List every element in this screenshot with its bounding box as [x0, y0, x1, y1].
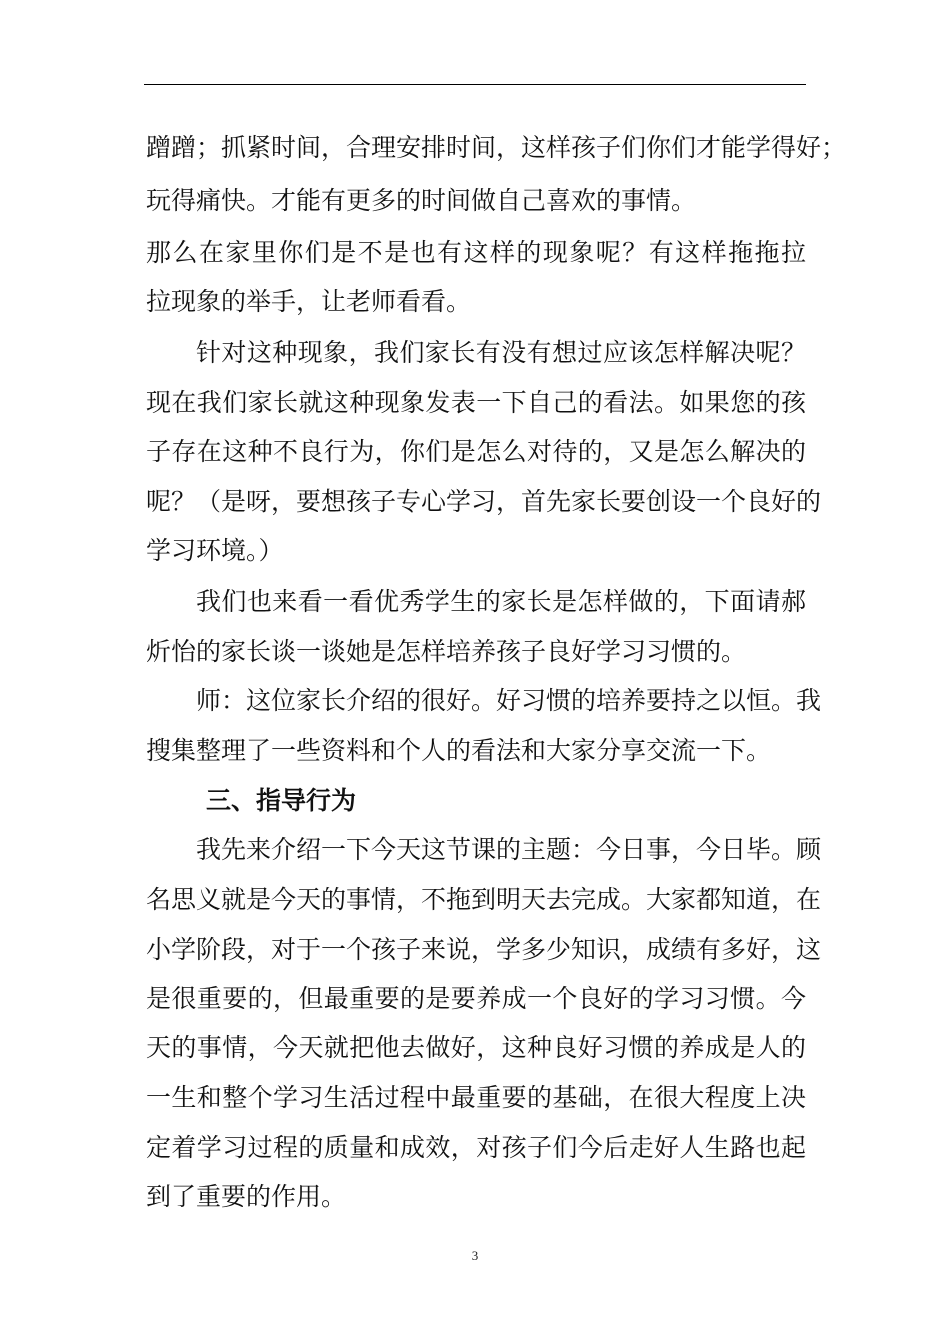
text-line: 现在我们家长就这种现象发表一下自己的看法。如果您的孩: [146, 388, 806, 417]
section-heading: 三、指导行为: [206, 786, 357, 815]
text-line: 呢？（是呀，要想孩子专心学习，首先家长要创设一个良好的: [146, 487, 822, 516]
text-line: 一生和整个学习生活过程中最重要的基础，在很大程度上决: [146, 1083, 806, 1112]
text-line: 天的事情，今天就把他去做好，这种良好习惯的养成是人的: [146, 1033, 806, 1062]
text-line: 我先来介绍一下今天这节课的主题：今日事，今日毕。顾: [196, 835, 822, 864]
text-line: 炘怡的家长谈一谈她是怎样培养孩子良好学习习惯的。: [146, 637, 747, 666]
text-line: 搜集整理了一些资料和个人的看法和大家分享交流一下。: [146, 736, 772, 765]
header-rule: [144, 84, 806, 85]
text-line: 子存在这种不良行为，你们是怎么对待的，又是怎么解决的: [146, 437, 806, 466]
text-line: 蹭蹭；抓紧时间，合理安排时间，这样孩子们你们才能学得好；: [146, 133, 847, 162]
text-line: 玩得痛快。才能有更多的时间做自己喜欢的事情。: [146, 186, 697, 215]
text-line: 定着学习过程的质量和成效，对孩子们今后走好人生路也起: [146, 1133, 806, 1162]
text-line: 是很重要的，但最重要的是要养成一个良好的学习习惯。今: [146, 984, 806, 1013]
text-line: 小学阶段，对于一个孩子来说，学多少知识，成绩有多好，这: [146, 935, 822, 964]
text-line: 名思义就是今天的事情，不拖到明天去完成。大家都知道，在: [146, 885, 822, 914]
text-line: 师：这位家长介绍的很好。好习惯的培养要持之以恒。我: [196, 686, 822, 715]
text-line: 拉现象的举手，让老师看看。: [146, 287, 472, 316]
text-line: 学习环境。）: [146, 536, 284, 565]
page-number: 3: [471, 1248, 479, 1263]
text-line: 针对这种现象，我们家长有没有想过应该怎样解决呢？: [196, 338, 806, 367]
text-line: 那么在家里你们是不是也有这样的现象呢？有这样拖拖拉: [146, 238, 806, 267]
text-line: 到了重要的作用。: [146, 1182, 347, 1211]
text-line: 我们也来看一看优秀学生的家长是怎样做的，下面请郝: [196, 587, 806, 616]
